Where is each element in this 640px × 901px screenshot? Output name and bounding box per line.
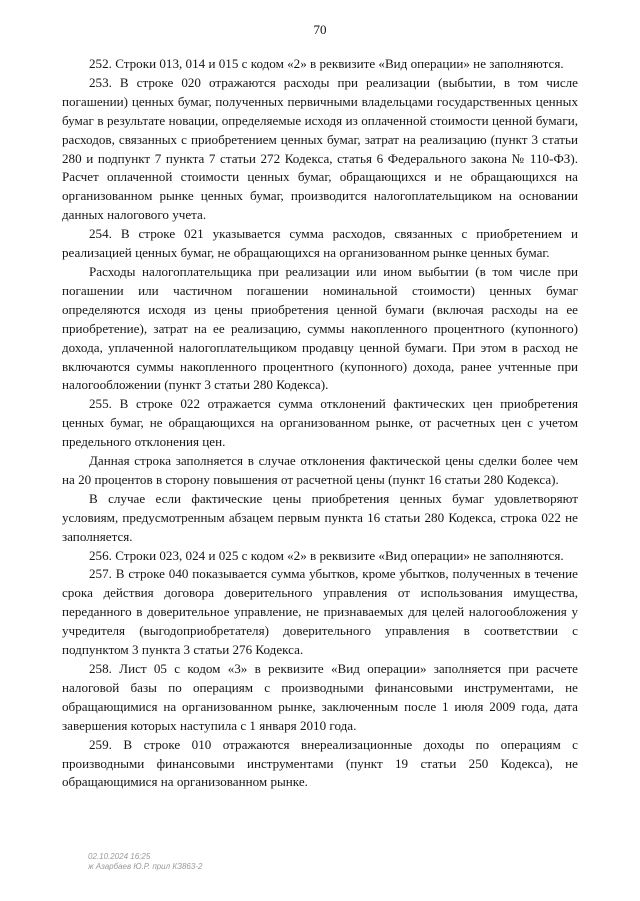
paragraph-258: 258. Лист 05 с кодом «3» в реквизите «Вид операции» заполняется при расчете налоговой базы по операциям с производными финансовыми инструментами, не обращающимися на организованном рынке, заключенным после 1 июля 2009 года, дата завершения которых наступила с 1 января 2010 года. [62,661,578,733]
paragraph-253: 253. В строке 020 отражаются расходы при реализации (выбытии, в том числе погашении) ценных бумаг, полученных первичными владельцами государственных ценных бумаг в результате новации, определяемые исходя из оплаченной стоимости ценной бумаги, расходов, связанных с приобретением ценных бумаг, затрат на реализацию (пункт 3 статьи 280 и подпункт 7 пункта 7 статьи 272 Кодекса, статья 6 Федерального закона № 110-ФЗ). Расчет оплаченной стоимости ценных бумаг, обращающихся и не обращающихся на организованном рынке ценных бумаг, производится налогоплательщиком на основании данных налогового учета. [62,74,578,223]
paragraph-259: 259. В строке 010 отражаются внереализационные доходы по операциям с производными финансовыми инструментами (пункт 19 статьи 250 Кодекса), не обращающимися на организованном рынке. [62,736,578,790]
document-body [62,55,578,792]
footer-date: 02.10.2024 16:25 [88,852,151,861]
paragraph-255-exception: В случае если фактические цены приобретения ценных бумаг удовлетворяют условиям, предусмотренным абзацем первым пункта 16 статьи 280 Кодекса, строка 022 не заполняется. [62,490,578,544]
paragraph-255-filling: Данная строка заполняется в случае отклонения фактической цены сделки более чем на 20 процентов в сторону повышения от расчетной цены (пункт 16 статьи 280 Кодекса). [62,453,578,487]
paragraph-257: 257. В строке 040 показывается сумма убытков, кроме убытков, полученных в течение срока действия договора доверительного управления от использования имущества, переданного в доверительное управление, не признаваемых для целей налогообложения у учредителя (выгодоприобретателя) доверительного управления в соответствии с подпунктом 3 пункта 3 статьи 276 Кодекса. [62,566,578,658]
paragraph-254: 254. В строке 021 указывается сумма расходов, связанных с приобретением и реализацией ценных бумаг, не обращающихся на организованном рынке ценных бумаг. [62,226,578,261]
paragraph-252: 252. Строки 013, 014 и 015 с кодом «2» в реквизите «Вид операции» не заполняются. [89,56,564,71]
paragraph-255: 255. В строке 022 отражается сумма отклонений фактических цен приобретения ценных бумаг, не обращающихся на организованном рынке, от расчетных цен с учетом предельного отклонения цен. [62,396,578,450]
page-number: 70 [313,22,327,37]
paragraph-256: 256. Строки 023, 024 и 025 с кодом «2» в реквизите «Вид операции» не заполняются. [89,547,564,563]
paragraph-254-expenses: Расходы налогоплательщика при реализации или ином выбытии (в том числе при погашении или частичном погашении номинальной стоимости) ценных бумаг определяются исходя из цены приобретения ценной бумаги (включая расходы на ее приобретение), затрат на ее реализацию, суммы накопленного процентного (купонного) дохода, уплаченной налогоплательщиком продавцу ценной бумаги. При этом в расход не включаются суммы накопленного процентного (купонного) дохода, ранее учтенные при налогообложении (пункт 3 статьи 280 Кодекса). [62,263,578,393]
footer-code: ж Азарбаев Ю.Р. прил КЗ863-2 [88,862,203,871]
document-footer [88,852,202,872]
